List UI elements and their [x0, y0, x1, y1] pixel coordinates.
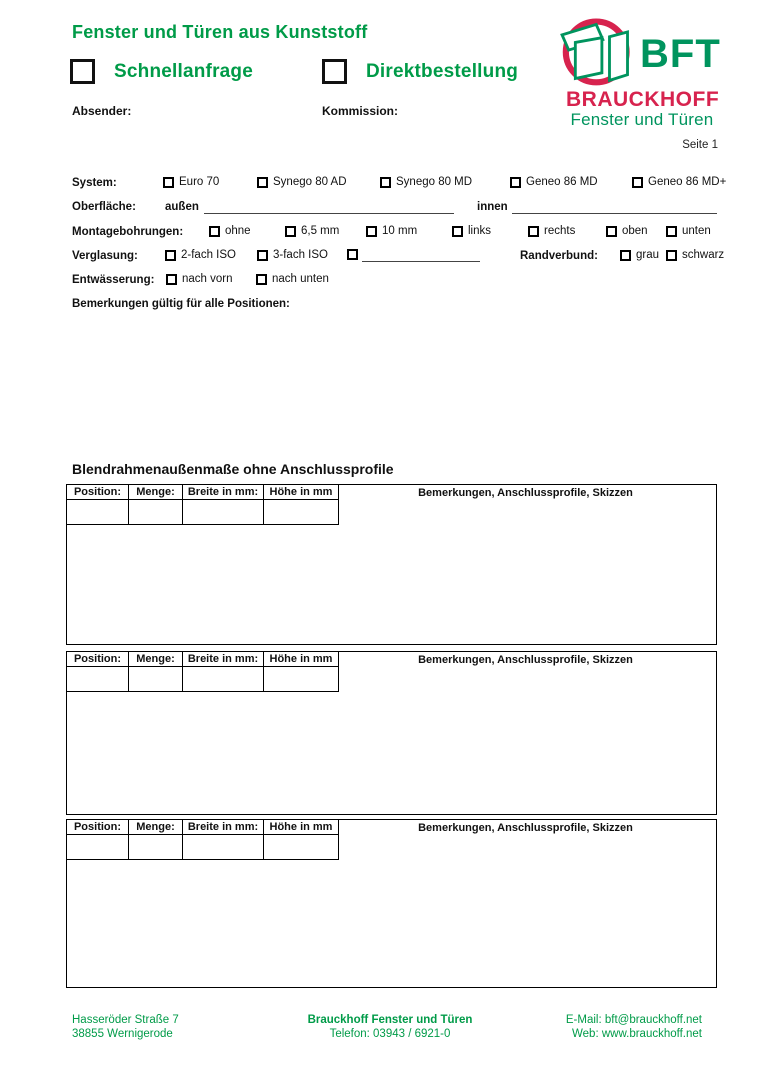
- entwaesserung-label: Entwässerung:: [72, 274, 155, 286]
- col-header-menge: Menge:: [129, 485, 183, 500]
- verglasung-option-3-fach: [257, 249, 328, 261]
- logo-tagline: Fenster und Türen: [570, 110, 714, 129]
- col-header-hoehe: Höhe in mm: [264, 820, 339, 835]
- unten-checkbox[interactable]: [666, 226, 677, 237]
- footer-contact: [566, 1013, 702, 1041]
- hoehe-cell[interactable]: [264, 500, 339, 525]
- bemerkungen-column-header: Bemerkungen, Anschlussprofile, Skizzen: [418, 654, 633, 666]
- aussen-label: außen: [165, 201, 199, 213]
- col-header-position: Position:: [67, 820, 129, 835]
- innen-blank-line[interactable]: [512, 200, 717, 214]
- brauckhoff-logo: [558, 10, 720, 132]
- 10-mm-checkbox[interactable]: [366, 226, 377, 237]
- schwarz-checkbox[interactable]: [666, 250, 677, 261]
- position-block-1: [66, 484, 717, 645]
- position-block-3: [66, 819, 717, 988]
- innen-label: innen: [477, 201, 508, 213]
- randverbund-option-grau: [620, 249, 659, 261]
- 2-fach-iso-label: 2-fach ISO: [181, 249, 236, 261]
- geneo-86-md-plus-checkbox[interactable]: [632, 177, 643, 188]
- schnellanfrage-label: Schnellanfrage: [114, 60, 254, 82]
- randverbund-option-schwarz: [666, 249, 724, 261]
- schnellanfrage-checkbox[interactable]: [70, 59, 95, 84]
- montage-option-oben: [606, 225, 648, 237]
- oben-checkbox[interactable]: [606, 226, 617, 237]
- verglasung-label: Verglasung:: [72, 250, 138, 262]
- footer-phone: Telefon: 03943 / 6921-0: [329, 1028, 451, 1040]
- col-header-hoehe: Höhe in mm: [264, 652, 339, 667]
- randverbund-label: Randverbund:: [520, 250, 598, 262]
- entwaesserung-option-nach-vorn: [166, 273, 233, 285]
- sketch-area[interactable]: [339, 503, 716, 644]
- grau-label: grau: [636, 249, 660, 261]
- footer-web[interactable]: Web: www.brauckhoff.net: [572, 1028, 702, 1040]
- system-label: System:: [72, 177, 117, 189]
- schnellanfrage-option: [70, 59, 253, 84]
- footer-city: 38855 Wernigerode: [72, 1028, 173, 1040]
- rechts-label: rechts: [544, 225, 576, 237]
- footer-company: [240, 1013, 540, 1041]
- montagebohrungen-label: Montagebohrungen:: [72, 226, 184, 238]
- hoehe-cell[interactable]: [264, 667, 339, 692]
- geneo-86-md-plus-label: Geneo 86 MD+: [648, 176, 727, 188]
- nach-unten-label: nach unten: [272, 273, 329, 285]
- unten-label: unten: [682, 225, 711, 237]
- footer-address: [72, 1013, 179, 1041]
- direktbestellung-checkbox[interactable]: [322, 59, 347, 84]
- system-option-synego-80-ad: [257, 176, 347, 188]
- col-header-menge: Menge:: [129, 652, 183, 667]
- synego-80-md-label: Synego 80 MD: [396, 176, 473, 188]
- col-header-breite: Breite in mm:: [183, 485, 264, 500]
- logo-acronym: BFT: [640, 32, 721, 76]
- euro-70-label: Euro 70: [179, 176, 220, 188]
- breite-cell[interactable]: [183, 835, 264, 860]
- menge-cell[interactable]: [129, 667, 183, 692]
- absender-label: Absender:: [72, 104, 132, 118]
- bemerkungen-label: Bemerkungen gültig für alle Positionen:: [72, 298, 290, 310]
- table-section-heading: Blendrahmenaußenmaße ohne Anschlussprofile: [72, 461, 394, 477]
- system-option-synego-80-md: [380, 176, 472, 188]
- bemerkungen-column-header: Bemerkungen, Anschlussprofile, Skizzen: [418, 822, 633, 834]
- montage-option-unten: [666, 225, 711, 237]
- entwaesserung-option-nach-unten: [256, 273, 329, 285]
- hoehe-cell[interactable]: [264, 835, 339, 860]
- logo-company-name: BRAUCKHOFF: [566, 88, 720, 111]
- page-title: Fenster und Türen aus Kunststoff: [72, 22, 368, 42]
- ohne-checkbox[interactable]: [209, 226, 220, 237]
- oberflaeche-label: Oberfläche:: [72, 201, 136, 213]
- kommission-label: Kommission:: [322, 104, 399, 118]
- position-cell[interactable]: [67, 835, 129, 860]
- position-block-2: [66, 651, 717, 815]
- col-header-position: Position:: [67, 652, 129, 667]
- 3-fach-iso-label: 3-fach ISO: [273, 249, 328, 261]
- montage-option-links: [452, 225, 491, 237]
- synego-80-ad-checkbox[interactable]: [257, 177, 268, 188]
- nach-vorn-checkbox[interactable]: [166, 274, 177, 285]
- breite-cell[interactable]: [183, 667, 264, 692]
- breite-cell[interactable]: [183, 500, 264, 525]
- measurements-table-3: [66, 819, 339, 860]
- position-cell[interactable]: [67, 500, 129, 525]
- system-option-geneo-86-md-plus: [632, 176, 726, 188]
- footer-street: Hasseröder Straße 7: [72, 1014, 179, 1026]
- geneo-86-md-label: Geneo 86 MD: [526, 176, 598, 188]
- menge-cell[interactable]: [129, 500, 183, 525]
- montage-option-10-mm: [366, 225, 417, 237]
- system-option-euro-70: [163, 176, 219, 188]
- nach-unten-checkbox[interactable]: [256, 274, 267, 285]
- measurements-table-2: [66, 651, 339, 692]
- verglasung-option-2-fach: [165, 249, 236, 261]
- geneo-86-md-checkbox[interactable]: [510, 177, 521, 188]
- rechts-checkbox[interactable]: [528, 226, 539, 237]
- schwarz-label: schwarz: [682, 249, 725, 261]
- direktbestellung-label: Direktbestellung: [366, 60, 519, 82]
- ohne-label: ohne: [225, 225, 251, 237]
- aussen-blank-line[interactable]: [204, 200, 454, 214]
- sketch-area[interactable]: [339, 670, 716, 814]
- 6-5-mm-label: 6,5 mm: [301, 225, 340, 237]
- direktbestellung-option: [322, 59, 518, 84]
- 3-fach-iso-checkbox[interactable]: [257, 250, 268, 261]
- 10-mm-label: 10 mm: [382, 225, 418, 237]
- sketch-area[interactable]: [339, 838, 716, 987]
- col-header-position: Position:: [67, 485, 129, 500]
- page-number: Seite 1: [682, 139, 718, 151]
- montage-option-ohne: [209, 225, 251, 237]
- verglasung-custom-checkbox[interactable]: [347, 249, 358, 260]
- euro-70-checkbox[interactable]: [163, 177, 174, 188]
- col-header-breite: Breite in mm:: [183, 652, 264, 667]
- measurements-table-1: [66, 484, 339, 525]
- position-cell[interactable]: [67, 667, 129, 692]
- col-header-menge: Menge:: [129, 820, 183, 835]
- 6-5-mm-checkbox[interactable]: [285, 226, 296, 237]
- nach-vorn-label: nach vorn: [182, 273, 233, 285]
- synego-80-md-checkbox[interactable]: [380, 177, 391, 188]
- links-checkbox[interactable]: [452, 226, 463, 237]
- montage-option-6-5-mm: [285, 225, 339, 237]
- verglasung-custom-blank-line[interactable]: [362, 248, 480, 262]
- footer-company-name: Brauckhoff Fenster und Türen: [307, 1014, 473, 1026]
- menge-cell[interactable]: [129, 835, 183, 860]
- links-label: links: [468, 225, 492, 237]
- oben-label: oben: [622, 225, 648, 237]
- bemerkungen-column-header: Bemerkungen, Anschlussprofile, Skizzen: [418, 487, 633, 499]
- window-door-logo-icon: [560, 14, 640, 88]
- verglasung-option-custom: [347, 249, 358, 260]
- col-header-hoehe: Höhe in mm: [264, 485, 339, 500]
- col-header-breite: Breite in mm:: [183, 820, 264, 835]
- synego-80-ad-label: Synego 80 AD: [273, 176, 347, 188]
- 2-fach-iso-checkbox[interactable]: [165, 250, 176, 261]
- system-option-geneo-86-md: [510, 176, 598, 188]
- footer-email[interactable]: E-Mail: bft@brauckhoff.net: [565, 1014, 702, 1026]
- montage-option-rechts: [528, 225, 575, 237]
- grau-checkbox[interactable]: [620, 250, 631, 261]
